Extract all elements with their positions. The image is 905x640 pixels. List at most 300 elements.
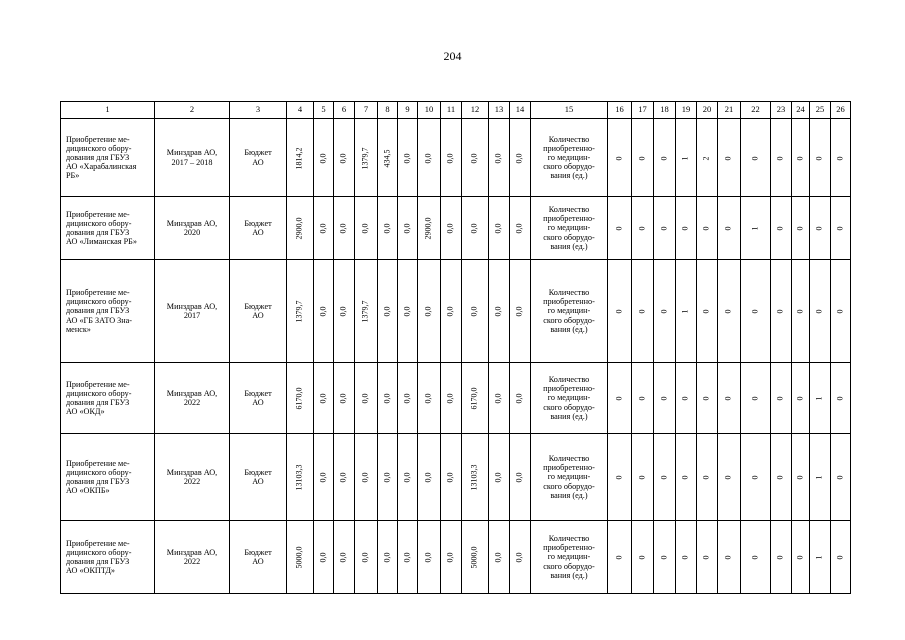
amount-cell (510, 434, 531, 521)
column-header-10: 10 (418, 102, 441, 119)
funding-source-cell (230, 434, 287, 521)
indicator-value-cell (741, 363, 771, 434)
column-header-12: 12 (462, 102, 489, 119)
amount-cell (489, 119, 510, 197)
indicator-value-cell (718, 434, 741, 521)
indicator-value: 1 (814, 475, 824, 480)
amount-value: 0,0 (445, 472, 455, 483)
amount-cell (462, 260, 489, 363)
indicator-value: 0 (835, 396, 845, 401)
executor-cell-line: 2022 (183, 398, 201, 407)
amount-cell (489, 197, 510, 260)
amount-value: 0,0 (423, 393, 433, 404)
amount-cell (314, 363, 334, 434)
amount-cell (314, 260, 334, 363)
measure-name-cell (61, 363, 155, 434)
table-row (61, 119, 851, 197)
amount-value: 0,0 (445, 152, 455, 163)
indicator-value: 0 (750, 396, 760, 401)
column-header-24: 24 (792, 102, 810, 119)
amount-value: 0,0 (382, 393, 392, 404)
amount-cell (462, 363, 489, 434)
measure-name-cell-line: дования для ГБУЗ (66, 228, 130, 237)
amount-value: 0,0 (423, 306, 433, 317)
amount-cell (334, 363, 355, 434)
indicator-value-cell (792, 434, 810, 521)
amount-cell (334, 260, 355, 363)
amount-value: 0,0 (338, 552, 348, 563)
indicator-value: 0 (835, 226, 845, 231)
amount-cell (418, 521, 441, 594)
amount-value: 0,0 (469, 223, 479, 234)
measure-name-cell (61, 119, 155, 197)
executor-cell (155, 434, 230, 521)
indicator-cell (531, 521, 608, 594)
measure-name-cell-line: АО «Харабалинская (66, 162, 137, 172)
indicator-value: 1 (814, 555, 824, 560)
indicator-value: 0 (701, 555, 711, 560)
funding-source-cell-line: АО (252, 157, 264, 167)
column-header-8: 8 (378, 102, 398, 119)
indicator-value-cell (697, 434, 718, 521)
indicator-value-cell (831, 434, 851, 521)
data-table (60, 101, 851, 594)
indicator-cell (531, 197, 608, 260)
executor-cell-line: Минздрав АО, (166, 218, 218, 228)
amount-cell (355, 260, 378, 363)
amount-cell (355, 434, 378, 521)
amount-value: 0,0 (402, 152, 412, 163)
indicator-cell-line: вания (ед.) (550, 570, 588, 580)
executor-cell (155, 260, 230, 363)
measure-name-cell-line: дицинского обору- (66, 297, 132, 307)
amount-value: 0,0 (382, 472, 392, 483)
amount-value: 0,0 (382, 552, 392, 563)
amount-value: 0,0 (493, 552, 503, 563)
measure-name-cell (61, 260, 155, 363)
indicator-value-cell (741, 521, 771, 594)
funding-source-cell-line: Бюджет (244, 388, 272, 398)
funding-source-cell-line: Бюджет (244, 301, 272, 311)
indicator-value: 0 (701, 475, 711, 480)
amount-value: 0,0 (318, 152, 328, 163)
indicator-value-cell (831, 260, 851, 363)
amount-value: 13103,3 (294, 464, 304, 491)
amount-cell (314, 197, 334, 260)
amount-cell (418, 363, 441, 434)
measure-name-cell-line: АО «ОКПТД» (66, 566, 116, 576)
amount-cell (334, 119, 355, 197)
indicator-value-cell (632, 363, 654, 434)
indicator-value-cell (654, 197, 676, 260)
indicator-value: 0 (835, 155, 845, 160)
measure-name-cell-line: дицинского обору- (66, 467, 132, 477)
column-header-2: 2 (155, 102, 230, 119)
indicator-cell (531, 434, 608, 521)
amount-value: 0,0 (445, 393, 455, 404)
indicator-cell-line: го медицин- (547, 152, 591, 162)
indicator-value: 0 (775, 475, 785, 480)
measure-name-cell-line: Приобретение ме- (66, 379, 130, 389)
indicator-value-cell (697, 197, 718, 260)
indicator-value: 0 (637, 226, 647, 231)
indicator-value-cell (771, 260, 792, 363)
column-header-20: 20 (697, 102, 718, 119)
executor-cell-line: Минздрав АО, (166, 547, 218, 557)
amount-cell (314, 521, 334, 594)
funding-source-cell-line: АО (252, 557, 264, 566)
indicator-value: 0 (701, 226, 711, 231)
indicator-value: 0 (637, 555, 647, 560)
amount-value: 6170,0 (469, 387, 479, 410)
column-header-23: 23 (771, 102, 792, 119)
amount-cell (378, 434, 398, 521)
indicator-cell-line: приобретенно- (543, 463, 595, 473)
executor-cell (155, 521, 230, 594)
funding-source-cell-line: Бюджет (244, 467, 272, 477)
amount-cell (378, 119, 398, 197)
indicator-cell-line: Количество (548, 134, 590, 144)
indicator-cell-line: Количество (548, 288, 590, 298)
amount-value: 0,0 (493, 223, 503, 234)
executor-cell-line: 2020 (183, 228, 201, 237)
amount-value: 0,0 (469, 306, 479, 317)
indicator-value-cell (632, 434, 654, 521)
measure-name-cell-line: Приобретение ме- (66, 458, 130, 468)
measure-name-cell-line: АО «ОКД» (66, 407, 105, 417)
indicator-value-cell (771, 434, 792, 521)
column-header-9: 9 (398, 102, 418, 119)
column-header-13: 13 (489, 102, 510, 119)
indicator-cell-line: приобретенно- (543, 384, 595, 394)
funding-source-cell-line: АО (252, 311, 264, 320)
indicator-value-cell (792, 521, 810, 594)
indicator-value: 0 (795, 226, 805, 231)
column-header-16: 16 (608, 102, 632, 119)
executor-cell-line: 2017 – 2018 (171, 157, 213, 167)
measure-name-cell-line: Приобретение ме- (66, 288, 130, 298)
table-row (61, 521, 851, 594)
indicator-value-cell (718, 363, 741, 434)
indicator-value: 0 (659, 309, 669, 314)
amount-value: 1379,7 (360, 146, 370, 169)
measure-name-cell-line: дования для ГБУЗ (66, 557, 130, 566)
measure-name-cell-line: дицинского обору- (66, 388, 132, 398)
indicator-value-cell (741, 434, 771, 521)
indicator-value: 0 (614, 396, 624, 401)
amount-cell (510, 197, 531, 260)
indicator-cell-line: Количество (548, 205, 590, 215)
executor-cell (155, 363, 230, 434)
column-header-4: 4 (287, 102, 314, 119)
funding-source-cell-line: АО (252, 477, 264, 486)
column-header-11: 11 (441, 102, 462, 119)
indicator-value-cell (718, 260, 741, 363)
indicator-value-cell (810, 521, 831, 594)
amount-cell (378, 363, 398, 434)
amount-value: 0,0 (360, 393, 370, 404)
indicator-cell-line: вания (ед.) (550, 490, 588, 500)
indicator-value-cell (810, 363, 831, 434)
amount-value: 0,0 (338, 472, 348, 483)
measure-name-cell-line: дования для ГБУЗ (66, 398, 130, 407)
amount-value: 0,0 (493, 152, 503, 163)
amount-value: 0,0 (514, 393, 524, 404)
measure-name-cell (61, 434, 155, 521)
indicator-value-cell (632, 119, 654, 197)
amount-cell (398, 197, 418, 260)
indicator-cell-line: вания (ед.) (550, 324, 588, 334)
executor-cell-line: Минздрав АО, (166, 301, 218, 311)
indicator-value-cell (654, 521, 676, 594)
amount-value: 6170,0 (294, 387, 304, 410)
column-header-5: 5 (314, 102, 334, 119)
amount-cell (462, 119, 489, 197)
indicator-value: 0 (795, 475, 805, 480)
indicator-value: 0 (614, 555, 624, 560)
amount-cell (355, 363, 378, 434)
amount-value: 0,0 (318, 306, 328, 317)
indicator-value: 0 (637, 475, 647, 480)
indicator-cell-line: приобретенно- (543, 143, 595, 153)
indicator-value: 0 (775, 155, 785, 160)
indicator-value: 0 (637, 396, 647, 401)
indicator-value: 0 (659, 396, 669, 401)
measure-name-cell-line: АО «ГБ ЗАТО Зна- (66, 315, 133, 325)
amount-cell (441, 197, 462, 260)
indicator-cell-line: вания (ед.) (550, 241, 588, 251)
amount-value: 0,0 (338, 393, 348, 404)
indicator-value-cell (697, 260, 718, 363)
indicator-value: 0 (723, 475, 733, 480)
indicator-value-cell (676, 197, 697, 260)
table-row (61, 363, 851, 434)
indicator-cell-line: приобретенно- (543, 214, 595, 224)
indicator-value-cell (810, 119, 831, 197)
indicator-value-cell (608, 434, 632, 521)
amount-value: 0,0 (445, 223, 455, 234)
indicator-value: 0 (795, 155, 805, 160)
indicator-value: 0 (835, 309, 845, 314)
column-header-22: 22 (741, 102, 771, 119)
indicator-value-cell (831, 119, 851, 197)
table-row (61, 434, 851, 521)
indicator-cell-line: ского оборудо- (543, 315, 595, 325)
measure-name-cell-line: дования для ГБУЗ (66, 477, 130, 486)
funding-source-cell (230, 197, 287, 260)
indicator-value: 1 (680, 309, 690, 314)
indicator-value-cell (741, 260, 771, 363)
indicator-value: 0 (775, 226, 785, 231)
measure-name-cell-line: дицинского обору- (66, 143, 132, 153)
amount-value: 0,0 (402, 552, 412, 563)
amount-cell (334, 434, 355, 521)
amount-value: 0,0 (423, 552, 433, 563)
indicator-value: 0 (750, 475, 760, 480)
indicator-cell-line: приобретенно- (543, 543, 595, 553)
indicator-value: 0 (750, 309, 760, 314)
indicator-value-cell (810, 260, 831, 363)
indicator-cell (531, 260, 608, 363)
column-header-17: 17 (632, 102, 654, 119)
amount-value: 0,0 (338, 306, 348, 317)
funding-source-cell (230, 119, 287, 197)
amount-value: 0,0 (514, 472, 524, 483)
amount-value: 0,0 (360, 552, 370, 563)
executor-cell (155, 119, 230, 197)
amount-cell (462, 521, 489, 594)
indicator-value: 0 (659, 555, 669, 560)
amount-value: 0,0 (318, 552, 328, 563)
indicator-value: 1 (814, 396, 824, 401)
indicator-value-cell (654, 363, 676, 434)
indicator-value-cell (792, 119, 810, 197)
amount-cell (355, 119, 378, 197)
column-header-15: 15 (531, 102, 608, 119)
indicator-value-cell (632, 197, 654, 260)
column-header-25: 25 (810, 102, 831, 119)
amount-value: 0,0 (318, 223, 328, 234)
amount-value: 0,0 (402, 306, 412, 317)
amount-value: 0,0 (402, 472, 412, 483)
funding-source-cell-line: Бюджет (244, 547, 272, 557)
amount-cell (287, 521, 314, 594)
amount-value: 1814,2 (294, 146, 304, 169)
amount-cell (378, 197, 398, 260)
indicator-cell-line: го медицин- (547, 393, 591, 403)
amount-cell (441, 363, 462, 434)
indicator-cell-line: вания (ед.) (550, 411, 588, 421)
indicator-cell-line: го медицин- (547, 552, 591, 562)
indicator-value: 0 (680, 396, 690, 401)
indicator-value: 0 (795, 555, 805, 560)
indicator-value-cell (697, 521, 718, 594)
measure-name-cell-line: дования для ГБУЗ (66, 306, 130, 316)
measure-name-cell-line: дицинского обору- (66, 547, 132, 557)
indicator-cell-line: го медицин- (547, 472, 591, 482)
indicator-value-cell (608, 119, 632, 197)
indicator-value-cell (810, 197, 831, 260)
funding-source-cell (230, 521, 287, 594)
indicator-value-cell (676, 434, 697, 521)
indicator-value-cell (718, 521, 741, 594)
measure-name-cell-line: дицинского обору- (66, 218, 132, 228)
indicator-value: 0 (637, 155, 647, 160)
header-row (61, 102, 851, 119)
measure-name-cell-line: дования для ГБУЗ (66, 152, 130, 162)
indicator-cell-line: ского оборудо- (543, 561, 595, 571)
amount-value: 0,0 (445, 306, 455, 317)
indicator-value-cell (771, 363, 792, 434)
indicator-value: 0 (659, 226, 669, 231)
amount-value: 0,0 (493, 472, 503, 483)
amount-cell (355, 521, 378, 594)
column-header-1: 1 (61, 102, 155, 119)
amount-cell (287, 434, 314, 521)
funding-source-cell-line: АО (252, 398, 264, 407)
indicator-value-cell (697, 119, 718, 197)
indicator-value: 0 (795, 309, 805, 314)
amount-value: 0,0 (493, 393, 503, 404)
amount-value: 0,0 (514, 152, 524, 163)
indicator-value: 0 (814, 155, 824, 160)
indicator-value-cell (697, 363, 718, 434)
amount-cell (314, 434, 334, 521)
column-header-18: 18 (654, 102, 676, 119)
indicator-value-cell (654, 434, 676, 521)
indicator-value-cell (792, 260, 810, 363)
amount-cell (378, 521, 398, 594)
indicator-value: 1 (750, 226, 760, 231)
amount-value: 0,0 (514, 223, 524, 234)
amount-cell (378, 260, 398, 363)
measure-name-cell-line: АО «Лиманская РБ» (66, 237, 137, 247)
amount-cell (462, 197, 489, 260)
amount-cell (334, 521, 355, 594)
indicator-value: 0 (723, 555, 733, 560)
amount-cell (287, 363, 314, 434)
indicator-value-cell (608, 197, 632, 260)
indicator-value: 0 (680, 226, 690, 231)
indicator-value-cell (676, 363, 697, 434)
funding-source-cell-line: АО (252, 228, 264, 237)
amount-value: 2900,0 (294, 217, 304, 240)
indicator-value: 0 (680, 555, 690, 560)
indicator-value: 0 (701, 309, 711, 314)
column-header-14: 14 (510, 102, 531, 119)
amount-value: 1379,7 (360, 300, 370, 323)
amount-value: 0,0 (338, 152, 348, 163)
indicator-value-cell (771, 521, 792, 594)
funding-source-cell (230, 260, 287, 363)
indicator-value: 0 (775, 396, 785, 401)
amount-cell (441, 260, 462, 363)
amount-cell (510, 119, 531, 197)
amount-value: 434,5 (382, 148, 392, 167)
amount-value: 0,0 (514, 306, 524, 317)
indicator-cell-line: ского оборудо- (543, 481, 595, 491)
measure-name-cell-line: РБ» (66, 171, 80, 181)
indicator-value: 0 (723, 309, 733, 314)
indicator-value: 0 (680, 475, 690, 480)
amount-value: 0,0 (338, 223, 348, 234)
page-number: 204 (443, 49, 462, 63)
indicator-value: 0 (701, 396, 711, 401)
amount-value: 0,0 (382, 306, 392, 317)
measure-name-cell-line: Приобретение ме- (66, 209, 130, 219)
amount-cell (441, 521, 462, 594)
indicator-cell-line: вания (ед.) (550, 171, 588, 181)
executor-cell-line: Минздрав АО, (166, 467, 218, 477)
amount-cell (355, 197, 378, 260)
column-header-3: 3 (230, 102, 287, 119)
amount-cell (441, 434, 462, 521)
amount-value: 0,0 (318, 393, 328, 404)
indicator-value: 0 (637, 309, 647, 314)
amount-cell (418, 260, 441, 363)
indicator-cell (531, 119, 608, 197)
indicator-value-cell (676, 260, 697, 363)
amount-cell (510, 363, 531, 434)
amount-cell (398, 434, 418, 521)
amount-cell (489, 260, 510, 363)
indicator-value: 0 (814, 226, 824, 231)
amount-value: 5000,0 (469, 546, 479, 569)
amount-value: 0,0 (423, 152, 433, 163)
indicator-value-cell (718, 119, 741, 197)
indicator-value-cell (608, 260, 632, 363)
indicator-value-cell (676, 119, 697, 197)
